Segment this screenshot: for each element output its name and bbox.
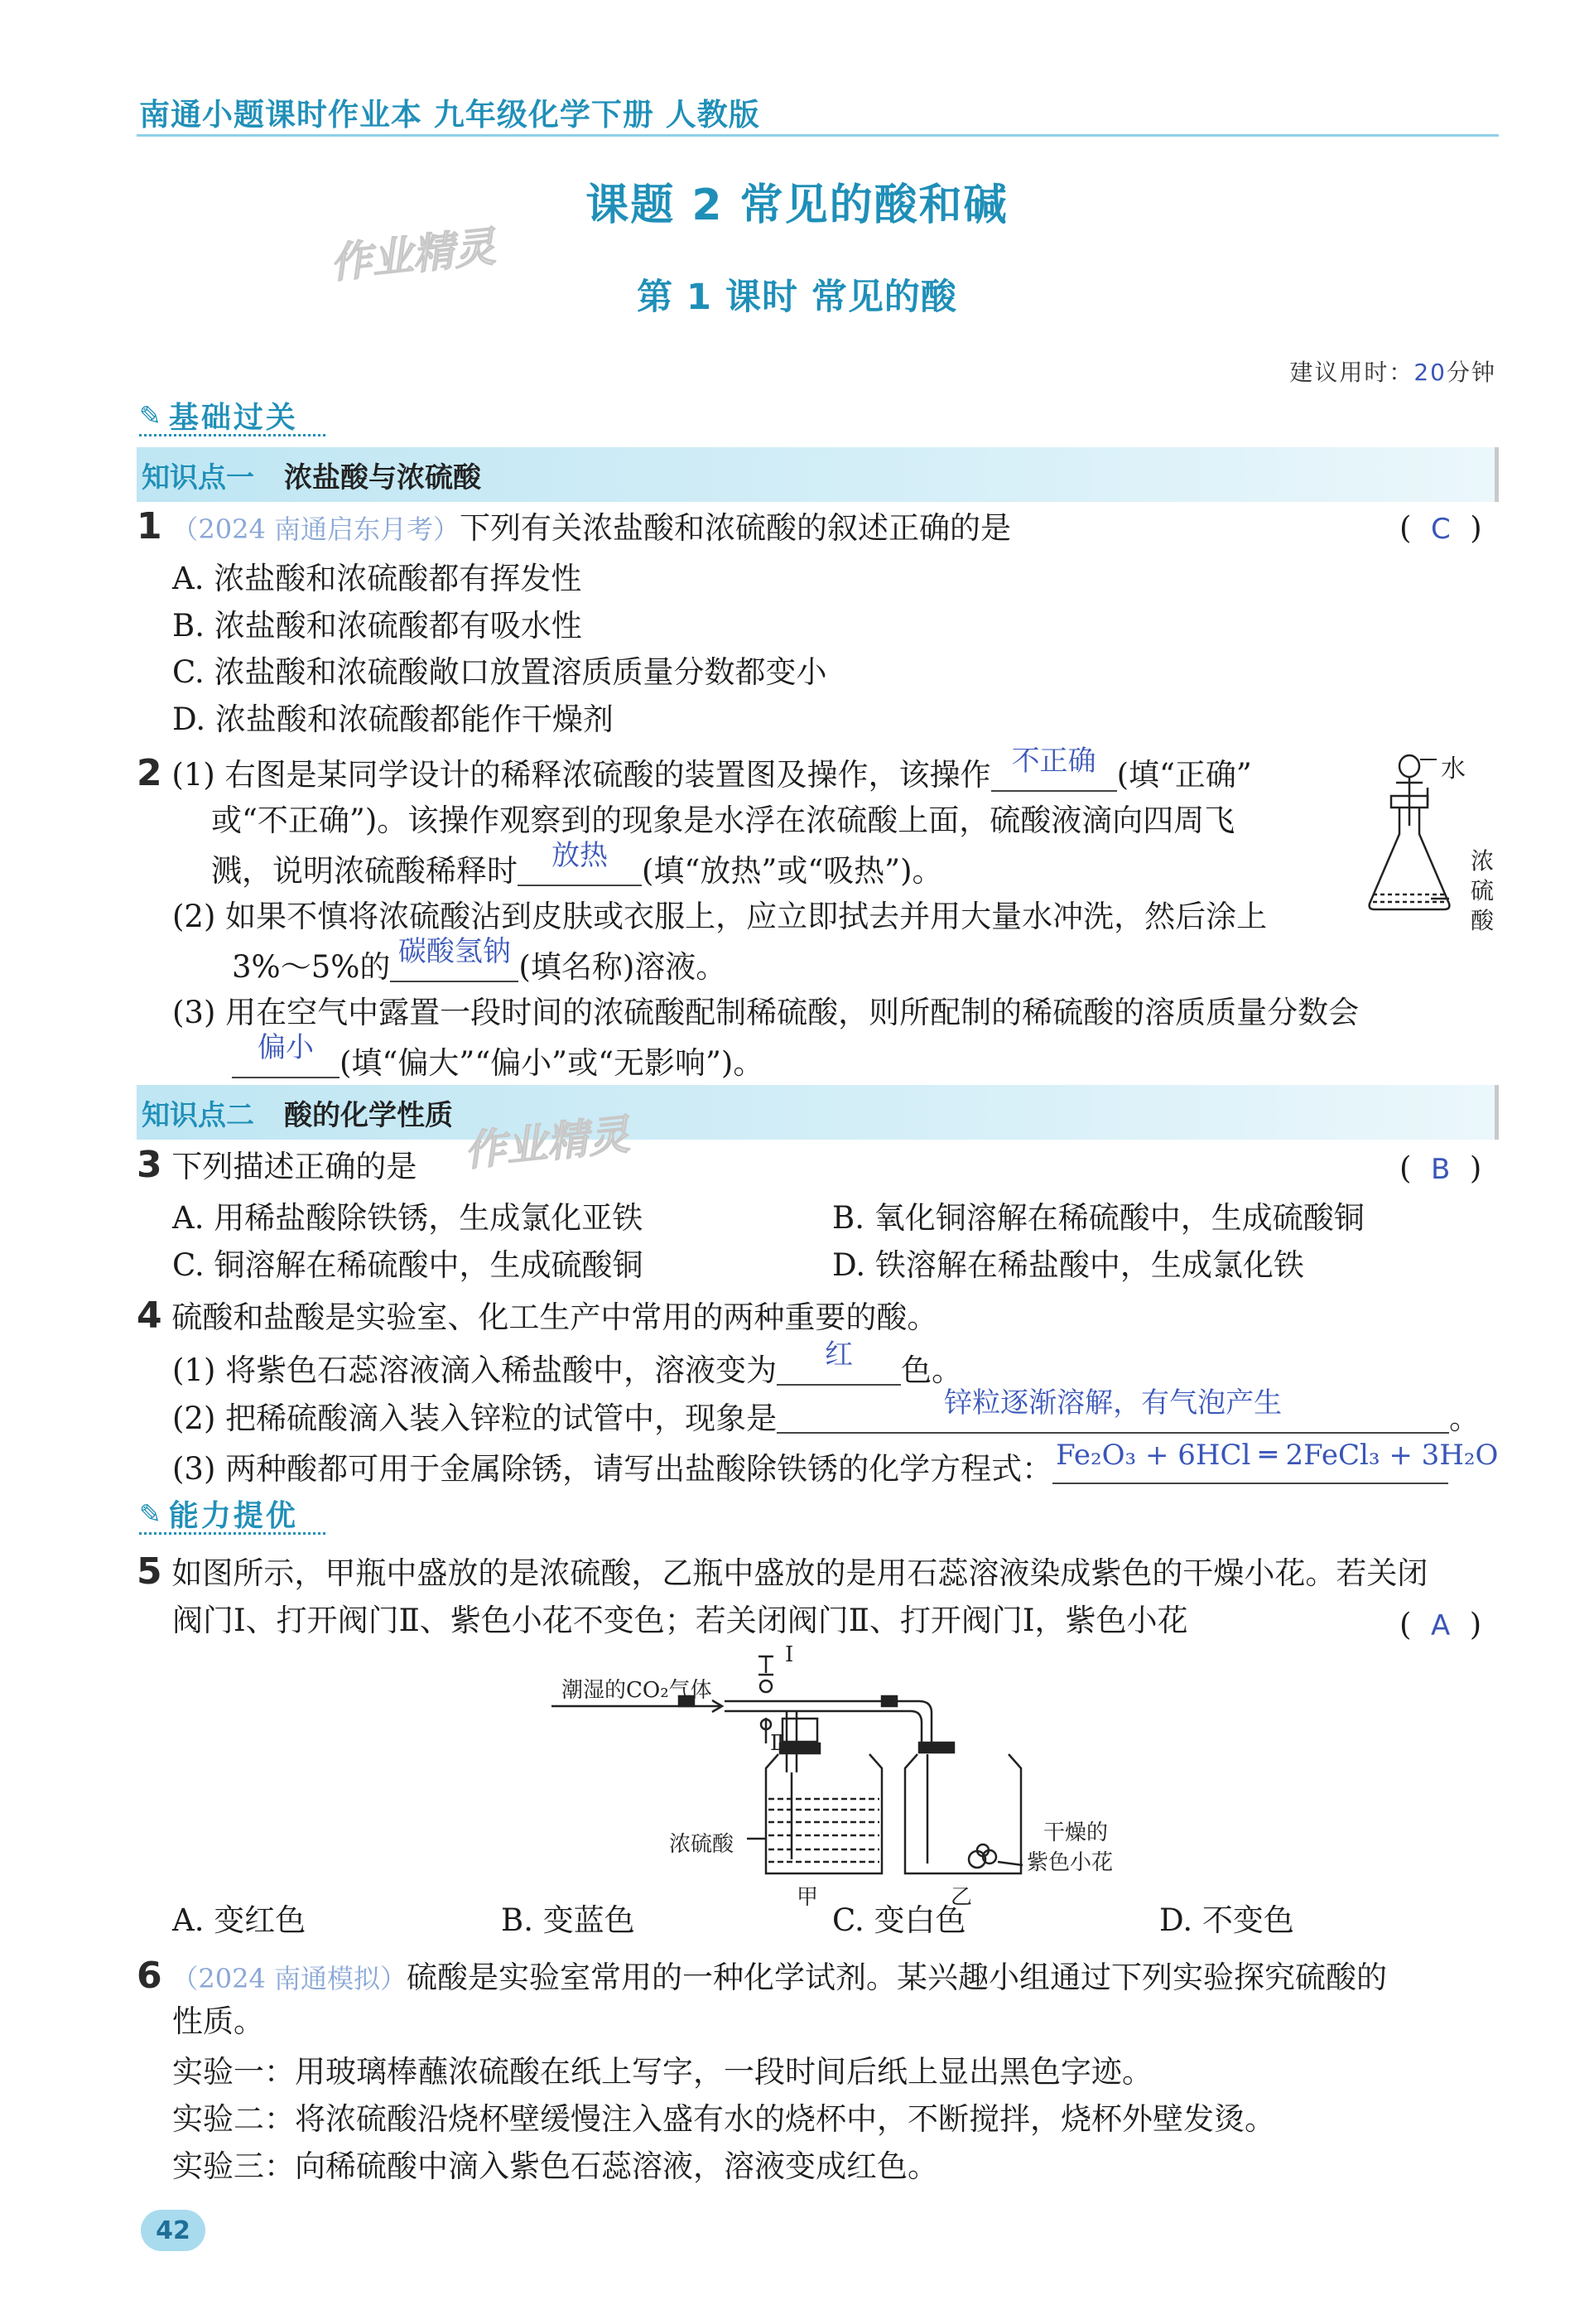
question-number: 1 — [137, 505, 162, 547]
kp-label: 知识点一 — [142, 460, 254, 494]
answer-text: 偏小 — [258, 1031, 314, 1064]
option-c: C. 变白色 — [832, 1902, 966, 1938]
question-number: 4 — [137, 1295, 162, 1337]
section-basic-underline — [139, 434, 325, 436]
kp-name: 浓盐酸与浓硫酸 — [284, 460, 481, 494]
section-advanced-underline — [139, 1532, 325, 1535]
answer-text: 放热 — [551, 839, 608, 872]
question-2-line-3 — [211, 839, 943, 889]
question-text: 下列有关浓盐酸和浓硫酸的叙述正确的是 — [460, 510, 1012, 546]
question-number: 3 — [137, 1144, 162, 1186]
answer-text: 红 — [825, 1338, 854, 1372]
figure-label-water: 水 — [1441, 755, 1466, 784]
question-text: 下列描述正确的是 — [171, 1149, 417, 1184]
answer-text: 不正确 — [1011, 745, 1096, 778]
answer-bracket: ( A ) — [1399, 1607, 1482, 1642]
answer-bracket: ( B ) — [1399, 1150, 1482, 1186]
watermark: 作业精灵 — [327, 222, 498, 288]
question-number: 2 — [137, 752, 162, 794]
text: 3%～5%的 — [232, 949, 391, 985]
time-value: 20 — [1413, 359, 1447, 386]
text: (填名称)溶液。 — [518, 949, 727, 985]
lesson-title: 课题 2 常见的酸和碱 — [585, 181, 1009, 230]
question-text: 硫酸和盐酸是实验室、化工生产中常用的两种重要的酸。 — [171, 1299, 938, 1335]
knowledge-point-2 — [137, 1085, 1499, 1140]
blank — [991, 745, 1117, 792]
answer-equation: Fe₂O₃ + 6HCl ═ 2FeCl₃ + 3H₂O — [1056, 1439, 1499, 1472]
pen-icon: ✎ — [139, 1497, 164, 1530]
figure-label-valve-1: Ⅰ — [785, 1642, 794, 1667]
question-2-part-3: (3) 用在空气中露置一段时间的浓硫酸配制稀硫酸，则所配制的稀硫酸的溶质质量分数会 — [172, 995, 1360, 1030]
answer-choice: C — [1430, 513, 1451, 546]
watermark: 作业精灵 — [461, 1110, 632, 1176]
question-5-stem-line-2: 阀门Ⅰ、打开阀门Ⅱ、紫色小花不变色；若关闭阀门Ⅱ、打开阀门Ⅰ，紫色小花 — [172, 1603, 1188, 1638]
text: 色。 — [901, 1352, 963, 1388]
answer-choice: A — [1430, 1609, 1451, 1642]
question-text: 硫酸是实验室常用的一种化学试剂。某兴趣小组通过下列实验探究硫酸的 — [407, 1960, 1388, 1995]
text: (1) 将紫色石蕊溶液滴入稀盐酸中，溶液变为 — [172, 1352, 778, 1388]
figure-label-flower-1: 干燥的 — [1043, 1820, 1109, 1845]
question-6-stem — [137, 1955, 1388, 1997]
answer-bracket: ( C ) — [1399, 510, 1482, 546]
answer-text: 碳酸氢钠 — [397, 935, 511, 968]
section-advanced — [139, 1492, 298, 1535]
figure-label-valve-2: Ⅱ — [770, 1731, 785, 1756]
figure-label-jia: 甲 — [797, 1885, 819, 1910]
question-2-part-2: (2) 如果不慎将浓硫酸沾到皮肤或衣服上，应立即拭去并用大量水冲洗，然后涂上 — [172, 899, 1268, 934]
question-2-line-2: 或“不正确”)。该操作观察到的现象是水浮在浓硫酸上面，硫酸液滴向四周飞 — [211, 803, 1235, 838]
option-c: C. 浓盐酸和浓硫酸敞口放置溶质质量分数都变小 — [172, 654, 827, 690]
option-a: A. 变红色 — [172, 1902, 306, 1938]
option-b: B. 浓盐酸和浓硫酸都有吸水性 — [172, 608, 582, 644]
blank — [777, 1338, 901, 1386]
text: (1) 右图是某同学设计的稀释浓硫酸的装置图及操作，该操作 — [171, 757, 991, 793]
blank — [518, 839, 642, 886]
time-suffix: 分钟 — [1446, 359, 1496, 386]
header-divider — [137, 134, 1499, 137]
option-d: D. 铁溶解在稀盐酸中，生成氯化铁 — [832, 1247, 1304, 1283]
answer-text: 锌粒逐渐溶解，有气泡产生 — [944, 1386, 1283, 1420]
knowledge-point-1 — [137, 447, 1499, 502]
text: (2) 把稀硫酸滴入装入锌粒的试管中，现象是 — [172, 1401, 778, 1436]
question-4-part-3 — [172, 1439, 1499, 1487]
section-basic-label: 基础过关 — [168, 401, 298, 435]
question-4-part-1 — [172, 1338, 963, 1388]
text: (填“偏大”“偏小”或“无影响”)。 — [340, 1045, 764, 1081]
figure-label-yi: 乙 — [951, 1885, 973, 1910]
question-source: （2024 南通模拟） — [171, 1963, 407, 1994]
kp-name: 酸的化学性质 — [284, 1098, 453, 1132]
question-4-part-2 — [172, 1386, 1481, 1436]
text: (3) 两种酸都可用于金属除锈，请写出盐酸除铁锈的化学方程式： — [172, 1451, 1053, 1487]
question-2-part-2-line-2 — [232, 935, 727, 985]
blank — [777, 1386, 1449, 1434]
option-c: C. 铜溶解在稀硫酸中，生成硫酸铜 — [172, 1247, 643, 1283]
blank — [232, 1031, 340, 1078]
figure-label-gas: 潮湿的CO₂气体 — [561, 1678, 712, 1703]
pen-icon: ✎ — [139, 399, 164, 432]
page-number: 42 — [141, 2210, 205, 2251]
question-number: 6 — [137, 1955, 162, 1997]
question-2-part-1 — [137, 745, 1252, 794]
question-3-stem — [137, 1144, 417, 1186]
section-advanced-label: 能力提优 — [168, 1499, 298, 1533]
text: (填“放热”或“吸热”)。 — [642, 853, 943, 889]
blank — [390, 935, 518, 982]
book-title: 南通小题课时作业本 九年级化学下册 人教版 — [139, 97, 760, 133]
text: 溅，说明浓硫酸稀释时 — [211, 853, 518, 889]
option-b: B. 氧化铜溶解在稀硫酸中，生成硫酸铜 — [832, 1200, 1365, 1236]
lesson-subtitle: 第 1 课时 常见的酸 — [637, 277, 957, 318]
option-d: D. 浓盐酸和浓硫酸都能作干燥剂 — [172, 702, 614, 737]
experiment-2: 实验二：将浓硫酸沿烧杯壁缓慢注入盛有水的烧杯中，不断搅拌，烧杯外壁发烫。 — [172, 2101, 1275, 2137]
question-5-stem — [137, 1550, 1428, 1593]
question-2-part-3-line-2 — [232, 1031, 764, 1081]
blank — [1052, 1439, 1499, 1484]
kp-label: 知识点二 — [142, 1098, 254, 1132]
question-4-stem — [137, 1295, 938, 1337]
answer-choice: B — [1430, 1153, 1451, 1186]
suggested-time — [1289, 354, 1496, 388]
text: 。 — [1449, 1401, 1481, 1436]
question-text: 如图所示，甲瓶中盛放的是浓硫酸，乙瓶中盛放的是用石蕊溶液染成紫色的干燥小花。若关闭 — [171, 1555, 1428, 1591]
experiment-1: 实验一：用玻璃棒蘸浓硫酸在纸上写字，一段时间后纸上显出黑色字迹。 — [172, 2054, 1153, 2090]
option-a: A. 用稀盐酸除铁锈，生成氯化亚铁 — [172, 1200, 643, 1236]
figure-label-acid: 浓硫酸 — [1471, 847, 1495, 934]
figure-label-flower-2: 紫色小花 — [1027, 1850, 1114, 1875]
time-prefix: 建议用时： — [1289, 359, 1414, 386]
question-number: 5 — [137, 1550, 162, 1593]
section-basic — [139, 394, 298, 436]
question-source: （2024 南通启东月考） — [171, 513, 460, 545]
question-1-stem — [137, 505, 1012, 547]
option-d: D. 不变色 — [1159, 1902, 1294, 1938]
experiment-3: 实验三：向稀硫酸中滴入紫色石蕊溶液，溶液变成红色。 — [172, 2148, 938, 2184]
option-a: A. 浓盐酸和浓硫酸都有挥发性 — [172, 561, 582, 596]
option-b: B. 变蓝色 — [501, 1902, 635, 1938]
text: (填“正确” — [1116, 757, 1252, 793]
figure-label-acid: 浓硫酸 — [669, 1832, 734, 1857]
question-6-stem-line-2: 性质。 — [172, 2003, 264, 2039]
